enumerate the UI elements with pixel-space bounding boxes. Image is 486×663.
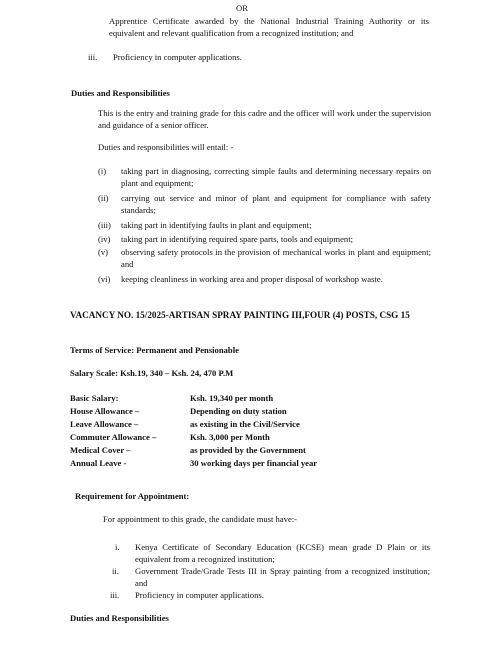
benefit-value: Depending on duty station	[190, 406, 287, 416]
duties-heading: Duties and Responsibilities	[71, 88, 170, 98]
list-item-text: carrying out service and minor of plant and equipment for compliance with safety standards;	[121, 193, 431, 215]
list-item-text: taking part in diagnosing, correcting simple faults and determining necessary repairs on plant and equipment;	[121, 166, 431, 188]
benefit-label: Commuter Allowance –	[70, 432, 157, 442]
benefit-label: Basic Salary:	[70, 393, 119, 403]
list-item-text: Proficiency in computer applications.	[113, 52, 242, 62]
terms-of-service: Terms of Service: Permanent and Pensionable	[70, 345, 239, 355]
list-item-text: Proficiency in computer applications.	[135, 590, 264, 600]
benefit-label: Annual Leave -	[70, 458, 127, 468]
list-item-text: observing safety protocols in the provision of mechanical works in plant and equipment; and	[121, 247, 431, 269]
benefit-value: Ksh. 3,000 per Month	[190, 432, 270, 442]
benefit-label: House Allowance –	[70, 406, 140, 416]
benefit-value: 30 working days per financial year	[190, 458, 318, 468]
salary-scale: Salary Scale: Ksh.19, 340 – Ksh. 24, 470 P.M	[70, 368, 234, 378]
benefit-label: Leave Allowance –	[70, 419, 139, 429]
list-number: iii.	[88, 52, 98, 62]
or-separator: OR	[236, 3, 248, 13]
list-number: (vi)	[98, 274, 111, 284]
apprentice-certificate-text: Apprentice Certificate awarded by the National Industrial Training Authority or its equivalent and relevant qualification from a recognized institution; and	[109, 16, 429, 38]
requirement-intro: For appointment to this grade, the candidate must have:-	[103, 514, 298, 524]
duties-heading: Duties and Responsibilities	[70, 613, 169, 623]
list-number: (iv)	[98, 234, 111, 244]
list-item-text: taking part in identifying required spare parts, tools and equipment;	[121, 234, 353, 244]
benefit-label: Medical Cover –	[70, 445, 131, 455]
benefit-value: as existing in the Civil/Service	[190, 419, 300, 429]
requirement-heading: Requirement for Appointment:	[75, 491, 190, 501]
list-number: iii.	[110, 590, 120, 600]
list-number: i.	[115, 542, 120, 552]
list-item-text: Kenya Certificate of Secondary Education (KCSE) mean grade D Plain or its equivalent from a recognized institution;	[135, 542, 430, 564]
list-number: ii.	[112, 566, 119, 576]
list-item-text: Government Trade/Grade Tests III in Spray painting from a recognized institution; and	[135, 566, 430, 588]
list-number: (i)	[98, 166, 107, 176]
vacancy-title: VACANCY NO. 15/2025-ARTISAN SPRAY PAINTING III,FOUR (4) POSTS, CSG 15	[70, 310, 410, 320]
list-number: (iii)	[98, 220, 111, 230]
list-number: (ii)	[98, 193, 109, 203]
benefit-value: Ksh. 19,340 per month	[190, 393, 274, 403]
duties-intro: This is the entry and training grade for this cadre and the officer will work under the supervision and guidance of a senior officer.	[98, 108, 431, 130]
list-number: (v)	[98, 247, 109, 257]
duties-entail: Duties and responsibilities will entail: -	[98, 142, 234, 152]
list-item-text: keeping cleanliness in working area and proper disposal of workshop waste.	[121, 274, 383, 284]
list-item-text: taking part in identifying faults in plant and equipment;	[121, 220, 312, 230]
benefit-value: as provided by the Government	[190, 445, 306, 455]
